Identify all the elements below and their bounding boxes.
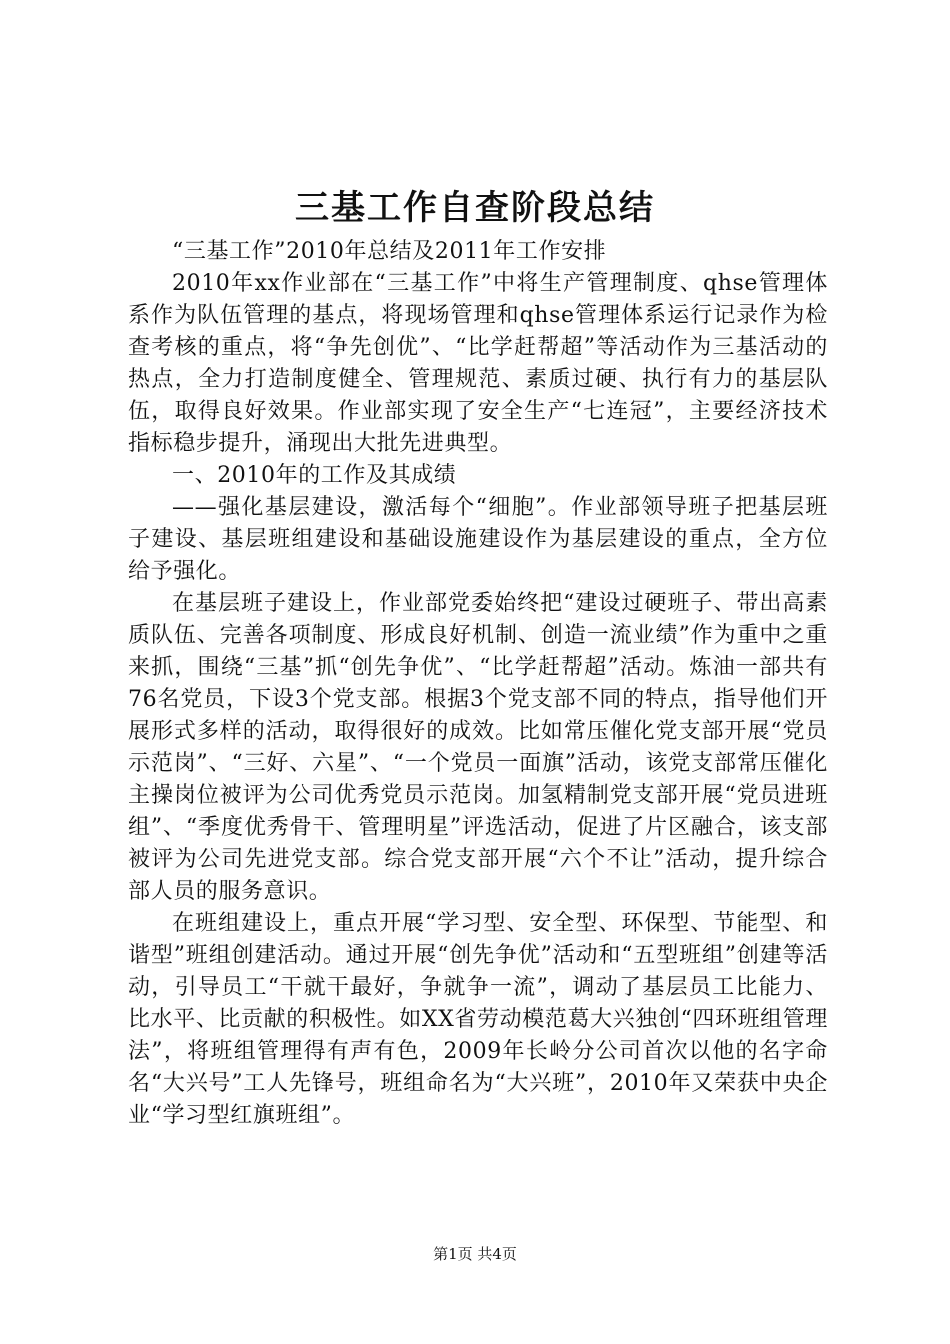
page-footer: 第1页 共4页 (433, 1245, 517, 1263)
paragraph-grassroots: ——强化基层建设，激活每个“细胞”。作业部领导班子把基层班子建设、基层班组建设和基础设施建设作为基层建设的重点，全方位给予强化。 (128, 495, 828, 584)
section-heading: 一、2010年的工作及其成绩 (172, 463, 457, 488)
document-subtitle: “三基工作”2010年总结及2011年工作安排 (172, 239, 607, 264)
paragraph-team-building: 在班组建设上，重点开展“学习型、安全型、环保型、节能型、和谐型”班组创建活动。通过开展“创先争优”活动和“五型班组”创建等活动，引导员工“干就干最好，争就争一流”，调动了基层员工比能力、比水平、比贡献的积极性。如XX省劳动模范葛大兴独创“四环班组管理法”，将班组管理得有声有色，2009年长岭分公司首次以他的名字命名“大兴号”工人先锋号，班组命名为“大兴班”，2010年又荣获中央企业“学习型红旗班组”。 (128, 911, 828, 1128)
document-title: 三基工作自查阶段总结 (295, 188, 655, 228)
paragraph-leadership: 在基层班子建设上，作业部党委始终把“建设过硬班子、带出高素质队伍、完善各项制度、形成良好机制、创造一流业绩”作为重中之重来抓，围绕“三基”抓“创先争优”、“比学赶帮超”活动。炼油一部共有76名党员，下设3个党支部。根据3个党支部不同的特点，指导他们开展形式多样的活动，取得很好的成效。比如常压催化党支部开展“党员示范岗”、“三好、六星”、“一个党员一面旗”活动，该党支部常压催化主操岗位被评为公司优秀党员示范岗。加氢精制党支部开展“党员进班组”、“季度优秀骨干、管理明星”评选活动，促进了片区融合，该支部被评为公司先进党支部。综合党支部开展“六个不让”活动，提升综合部人员的服务意识。 (128, 591, 828, 904)
paragraph-intro: 2010年xx作业部在“三基工作”中将生产管理制度、qhse管理体系作为队伍管理的基点，将现场管理和qhse管理体系运行记录作为检查考核的重点，将“争先创优”、“比学赶帮超”等活动作为三基活动的热点，全力打造制度健全、管理规范、素质过硬、执行有力的基层队伍，取得良好效果。作业部实现了安全生产“七连冠”，主要经济技术指标稳步提升，涌现出大批先进典型。 (128, 271, 828, 456)
document-body (128, 236, 828, 1132)
